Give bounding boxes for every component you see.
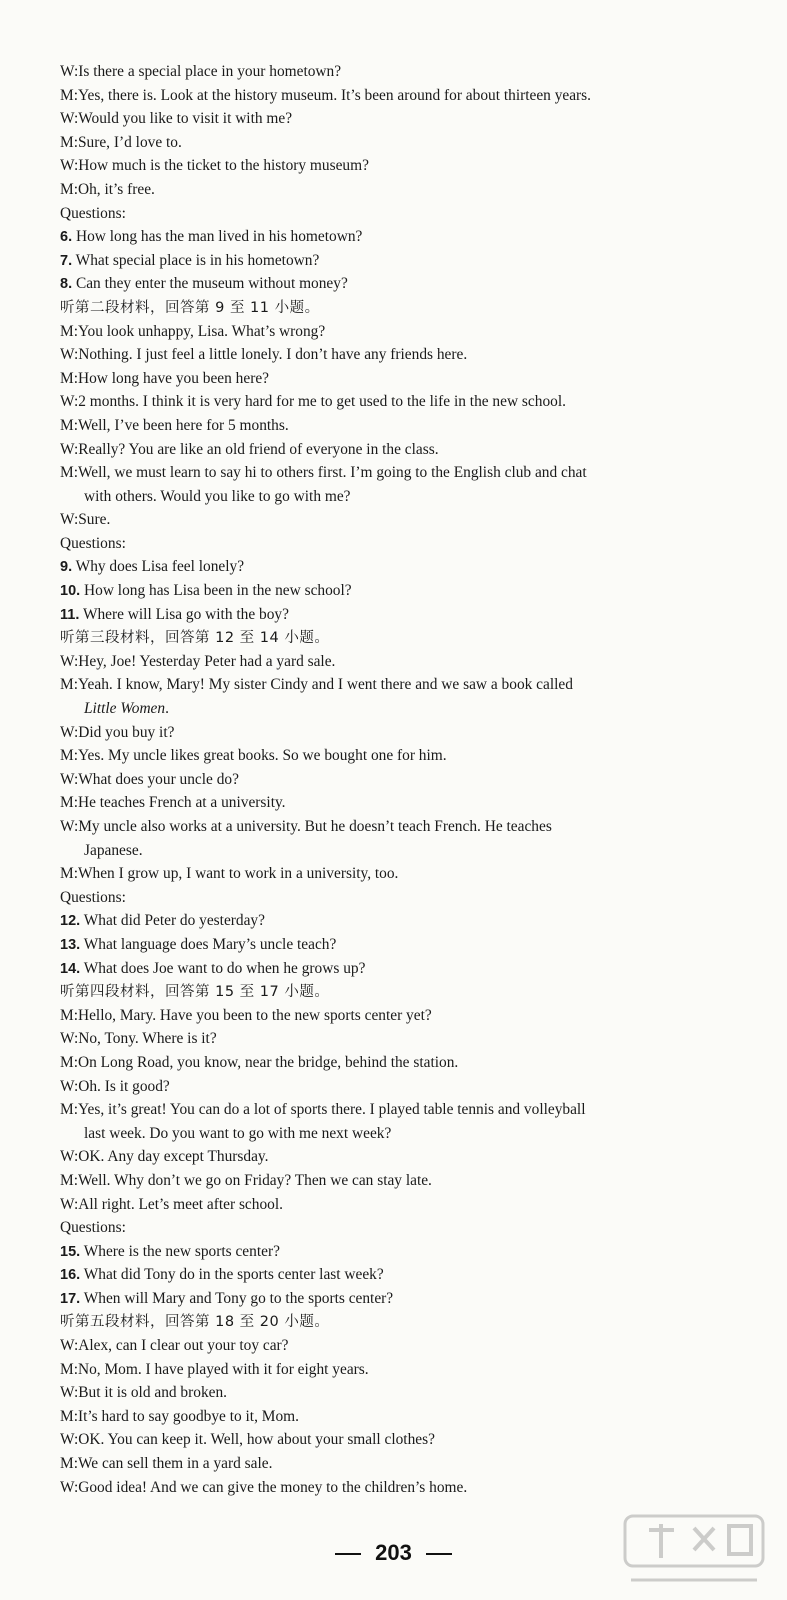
questions-heading — [60, 1216, 747, 1240]
speaker-separator: : — [73, 393, 79, 411]
speaker-label: M — [60, 1455, 74, 1473]
speaker-separator: : — [73, 1337, 79, 1355]
dialogue-line — [60, 367, 747, 391]
speaker-label: M — [60, 86, 74, 104]
dialogue-text: Sure. — [78, 511, 111, 529]
dialogue-line — [60, 390, 747, 414]
question-item — [60, 1287, 747, 1311]
speaker-separator: : — [73, 865, 78, 883]
speaker-label: W — [60, 1431, 74, 1449]
question-item — [60, 603, 747, 627]
dialogue-text: Yes, it’s great! You can do a lot of sports there. I played table tennis and volleyball — [77, 1101, 586, 1119]
questions-label: Questions: — [60, 534, 126, 552]
question-text: When will Mary and Tony go to the sports center? — [83, 1289, 394, 1307]
speaker-label: W — [60, 1384, 74, 1402]
dialogue-line — [60, 1098, 747, 1122]
continuation-text: last week. Do you want to go with me next week? — [84, 1124, 392, 1142]
dialogue-line — [60, 320, 747, 344]
dialogue-line — [60, 744, 747, 768]
section-instruction — [60, 1310, 747, 1334]
dialogue-text: Really? You are like an old friend of everyone in the class. — [78, 440, 439, 458]
dialogue-text: Well, I’ve been here for 5 months. — [77, 416, 289, 434]
speaker-label: W — [60, 1478, 74, 1496]
dialogue-continuation — [60, 1122, 747, 1146]
dialogue-line — [60, 791, 747, 815]
speaker-label: M — [60, 369, 74, 387]
speaker-separator: : — [73, 1195, 79, 1213]
speaker-separator: : — [73, 1148, 79, 1166]
dialogue-text: Oh, it’s free. — [77, 180, 155, 198]
continuation-text: Japanese. — [84, 841, 143, 859]
section-instruction — [60, 296, 747, 320]
dialogue-line — [60, 1051, 747, 1075]
continuation-text: with others. Would you like to go with me? — [84, 487, 351, 505]
dialogue-text: When I grow up, I want to work in a university, too. — [77, 865, 399, 883]
speaker-separator: : — [73, 322, 78, 340]
speaker-label: M — [60, 464, 74, 482]
speaker-separator: : — [73, 1171, 78, 1189]
page-number-dash-right — [426, 1553, 452, 1555]
dialogue-line — [60, 1405, 747, 1429]
dialogue-text: Is there a special place in your hometown? — [78, 63, 342, 80]
dialogue-line — [60, 815, 747, 839]
dialogue-line — [60, 414, 747, 438]
question-item — [60, 555, 747, 579]
speaker-label: W — [60, 346, 74, 364]
dialogue-continuation — [60, 697, 747, 721]
dialogue-line — [60, 1169, 747, 1193]
speaker-label: W — [60, 440, 74, 458]
question-number: 10. — [60, 583, 81, 600]
dialogue-line — [60, 1075, 747, 1099]
question-item — [60, 1240, 747, 1264]
question-number: 8. — [60, 276, 73, 293]
dialogue-text: 2 months. I think it is very hard for me to get used to the life in the new school. — [78, 393, 566, 411]
speaker-separator: : — [73, 1077, 79, 1095]
dialogue-text: My uncle also works at a university. But he doesn’t teach French. He teaches — [78, 818, 552, 835]
site-watermark-logo — [619, 1510, 769, 1600]
speaker-label: W — [60, 652, 74, 670]
speaker-label: W — [60, 1077, 74, 1095]
speaker-separator: : — [73, 1053, 78, 1071]
speaker-separator: : — [73, 346, 79, 364]
speaker-separator: : — [73, 770, 79, 788]
dialogue-text: Yes, there is. Look at the history museum. It’s been around for about thirteen years. — [77, 86, 592, 104]
speaker-separator: : — [73, 794, 78, 812]
dialogue-line — [60, 508, 747, 532]
dialogue-line — [60, 1358, 747, 1382]
question-text: Why does Lisa feel lonely? — [75, 558, 245, 576]
questions-label: Questions: — [60, 888, 126, 906]
dialogue-line — [60, 1334, 747, 1358]
dialogue-line — [60, 1381, 747, 1405]
dialogue-line — [60, 84, 747, 108]
question-number: 11. — [60, 606, 80, 623]
speaker-separator: : — [73, 180, 78, 198]
section-instruction — [60, 980, 747, 1004]
dialogue-line — [60, 1027, 747, 1051]
question-number: 6. — [60, 229, 73, 246]
dialogue-text: Well. Why don’t we go on Friday? Then we can stay late. — [77, 1171, 432, 1189]
question-item — [60, 249, 747, 273]
dialogue-line — [60, 1476, 747, 1500]
dialogue-line — [60, 673, 747, 697]
question-item — [60, 272, 747, 296]
dialogue-line — [60, 1428, 747, 1452]
question-text: What special place is in his hometown? — [75, 251, 320, 269]
question-number: 15. — [60, 1243, 81, 1260]
speaker-label: W — [60, 157, 74, 175]
speaker-label: M — [60, 865, 74, 883]
speaker-label: W — [60, 1148, 74, 1166]
section-instruction-text: 听第四段材料，回答第 15 至 17 小题。 — [60, 984, 330, 1001]
dialogue-text: No, Tony. Where is it? — [78, 1030, 217, 1048]
speaker-label: W — [60, 1195, 74, 1213]
speaker-label: W — [60, 818, 74, 835]
question-number: 13. — [60, 936, 81, 953]
dialogue-text: All right. Let’s meet after school. — [78, 1195, 283, 1213]
speaker-separator: : — [73, 747, 78, 765]
dialogue-text: Hello, Mary. Have you been to the new sports center yet? — [77, 1006, 432, 1024]
questions-heading — [60, 532, 747, 556]
question-item — [60, 579, 747, 603]
speaker-separator: : — [73, 1360, 78, 1378]
question-item — [60, 225, 747, 249]
dialogue-line — [60, 461, 747, 485]
questions-heading — [60, 886, 747, 910]
speaker-label: M — [60, 676, 74, 694]
speaker-label: W — [60, 511, 74, 529]
dialogue-text: But it is old and broken. — [78, 1384, 228, 1402]
section-instruction-text: 听第五段材料，回答第 18 至 20 小题。 — [60, 1314, 330, 1331]
speaker-separator: : — [73, 416, 78, 434]
speaker-label: W — [60, 1030, 74, 1048]
dialogue-text: How much is the ticket to the history museum? — [78, 157, 369, 175]
speaker-separator: : — [73, 369, 78, 387]
question-text: Where will Lisa go with the boy? — [82, 605, 289, 623]
speaker-separator: : — [73, 1478, 79, 1496]
speaker-label: M — [60, 1171, 74, 1189]
dialogue-line — [60, 343, 747, 367]
speaker-label: M — [60, 322, 74, 340]
speaker-label: M — [60, 747, 74, 765]
speaker-label: W — [60, 723, 74, 741]
book-title: Little Women — [84, 700, 166, 718]
question-text: How long has Lisa been in the new school? — [84, 582, 352, 600]
speaker-label: M — [60, 1053, 74, 1071]
dialogue-text: On Long Road, you know, near the bridge, behind the station. — [77, 1053, 459, 1071]
speaker-label: W — [60, 393, 74, 411]
question-item — [60, 933, 747, 957]
dialogue-text: Hey, Joe! Yesterday Peter had a yard sale. — [78, 652, 336, 670]
section-instruction-text: 听第三段材料，回答第 12 至 14 小题。 — [60, 630, 330, 647]
dialogue-text: Yes. My uncle likes great books. So we bought one for him. — [77, 747, 447, 765]
dialogue-text: Yeah. I know, Mary! My sister Cindy and I went there and we saw a book called — [77, 676, 573, 694]
question-number: 16. — [60, 1267, 81, 1284]
question-item — [60, 1263, 747, 1287]
speaker-separator: : — [73, 1384, 79, 1402]
dialogue-continuation — [60, 485, 747, 509]
speaker-separator: : — [73, 1431, 79, 1449]
dialogue-text: Good idea! And we can give the money to the children’s home. — [78, 1478, 468, 1496]
dialogue-continuation — [60, 839, 747, 863]
page-number-dash-left — [335, 1553, 361, 1555]
speaker-separator: : — [73, 723, 79, 741]
speaker-separator: : — [73, 1101, 78, 1119]
speaker-separator: : — [73, 63, 79, 80]
speaker-label: M — [60, 794, 74, 812]
dialogue-text: OK. Any day except Thursday. — [78, 1148, 269, 1166]
question-item — [60, 909, 747, 933]
dialogue-text: He teaches French at a university. — [77, 794, 286, 812]
dialogue-line — [60, 1145, 747, 1169]
dialogue-text: It’s hard to say goodbye to it, Mom. — [77, 1407, 299, 1425]
dialogue-text: Alex, can I clear out your toy car? — [78, 1337, 289, 1355]
speaker-separator: : — [73, 1030, 79, 1048]
dialogue-line — [60, 768, 747, 792]
speaker-separator: : — [73, 511, 79, 529]
dialogue-line — [60, 1004, 747, 1028]
dialogue-line — [60, 1193, 747, 1217]
dialogue-text: No, Mom. I have played with it for eight years. — [77, 1360, 369, 1378]
dialogue-text: How long have you been here? — [77, 369, 269, 387]
dialogue-text: Oh. Is it good? — [78, 1077, 170, 1095]
question-number: 14. — [60, 960, 81, 977]
speaker-separator: : — [73, 1407, 78, 1425]
dialogue-text: You look unhappy, Lisa. What’s wrong? — [77, 322, 326, 340]
speaker-separator: : — [73, 440, 79, 458]
speaker-label: W — [60, 770, 74, 788]
dialogue-line — [60, 107, 747, 131]
speaker-separator: : — [73, 86, 78, 104]
dialogue-line — [60, 650, 747, 674]
speaker-separator: : — [73, 1455, 78, 1473]
dialogue-text: Well, we must learn to say hi to others first. I’m going to the English club and chat — [77, 464, 587, 482]
speaker-label: W — [60, 1337, 74, 1355]
continuation-punct: . — [165, 700, 169, 718]
speaker-label: M — [60, 1407, 74, 1425]
speaker-separator: : — [73, 652, 79, 670]
speaker-separator: : — [73, 157, 79, 175]
question-text: What did Tony do in the sports center last week? — [83, 1266, 384, 1284]
dialogue-text: Would you like to visit it with me? — [78, 110, 293, 128]
dialogue-line — [60, 154, 747, 178]
dialogue-line — [60, 1452, 747, 1476]
dialogue-text: Sure, I’d love to. — [77, 133, 182, 151]
speaker-label: M — [60, 1101, 74, 1119]
dialogue-text: Nothing. I just feel a little lonely. I don’t have any friends here. — [78, 346, 468, 364]
speaker-separator: : — [73, 464, 78, 482]
speaker-separator: : — [73, 818, 79, 835]
question-text: Can they enter the museum without money? — [75, 275, 348, 293]
speaker-label: M — [60, 416, 74, 434]
question-text: How long has the man lived in his hometown? — [75, 228, 363, 246]
dialogue-text: We can sell them in a yard sale. — [77, 1455, 273, 1473]
dialogue-line — [60, 131, 747, 155]
question-text: Where is the new sports center? — [83, 1242, 280, 1260]
speaker-separator: : — [73, 110, 79, 128]
speaker-separator: : — [73, 133, 78, 151]
speaker-label: M — [60, 1360, 74, 1378]
section-instruction — [60, 626, 747, 650]
dialogue-line — [60, 438, 747, 462]
questions-label: Questions: — [60, 204, 126, 222]
speaker-label: W — [60, 110, 74, 128]
speaker-label: M — [60, 180, 74, 198]
speaker-separator: : — [73, 1006, 78, 1024]
question-number: 7. — [60, 252, 73, 269]
question-item — [60, 957, 747, 981]
dialogue-line — [60, 60, 747, 84]
questions-heading — [60, 202, 747, 226]
dialogue-text: What does your uncle do? — [78, 770, 239, 788]
speaker-label: M — [60, 133, 74, 151]
question-number: 12. — [60, 913, 81, 930]
question-text: What does Joe want to do when he grows up? — [83, 959, 366, 977]
question-number: 9. — [60, 559, 73, 576]
questions-label: Questions: — [60, 1219, 126, 1237]
section-instruction-text: 听第二段材料，回答第 9 至 11 小题。 — [60, 299, 320, 316]
dialogue-text: Did you buy it? — [78, 723, 175, 741]
dialogue-line — [60, 721, 747, 745]
question-text: What did Peter do yesterday? — [83, 912, 265, 930]
speaker-label: M — [60, 1006, 74, 1024]
dialogue-line — [60, 178, 747, 202]
speaker-label: W — [60, 63, 74, 80]
question-number: 17. — [60, 1290, 81, 1307]
dialogue-text: OK. You can keep it. Well, how about your small clothes? — [78, 1431, 435, 1449]
speaker-separator: : — [73, 676, 78, 694]
question-text: What language does Mary’s uncle teach? — [83, 935, 337, 953]
page-number-value: 203 — [375, 1540, 412, 1565]
dialogue-line — [60, 862, 747, 886]
